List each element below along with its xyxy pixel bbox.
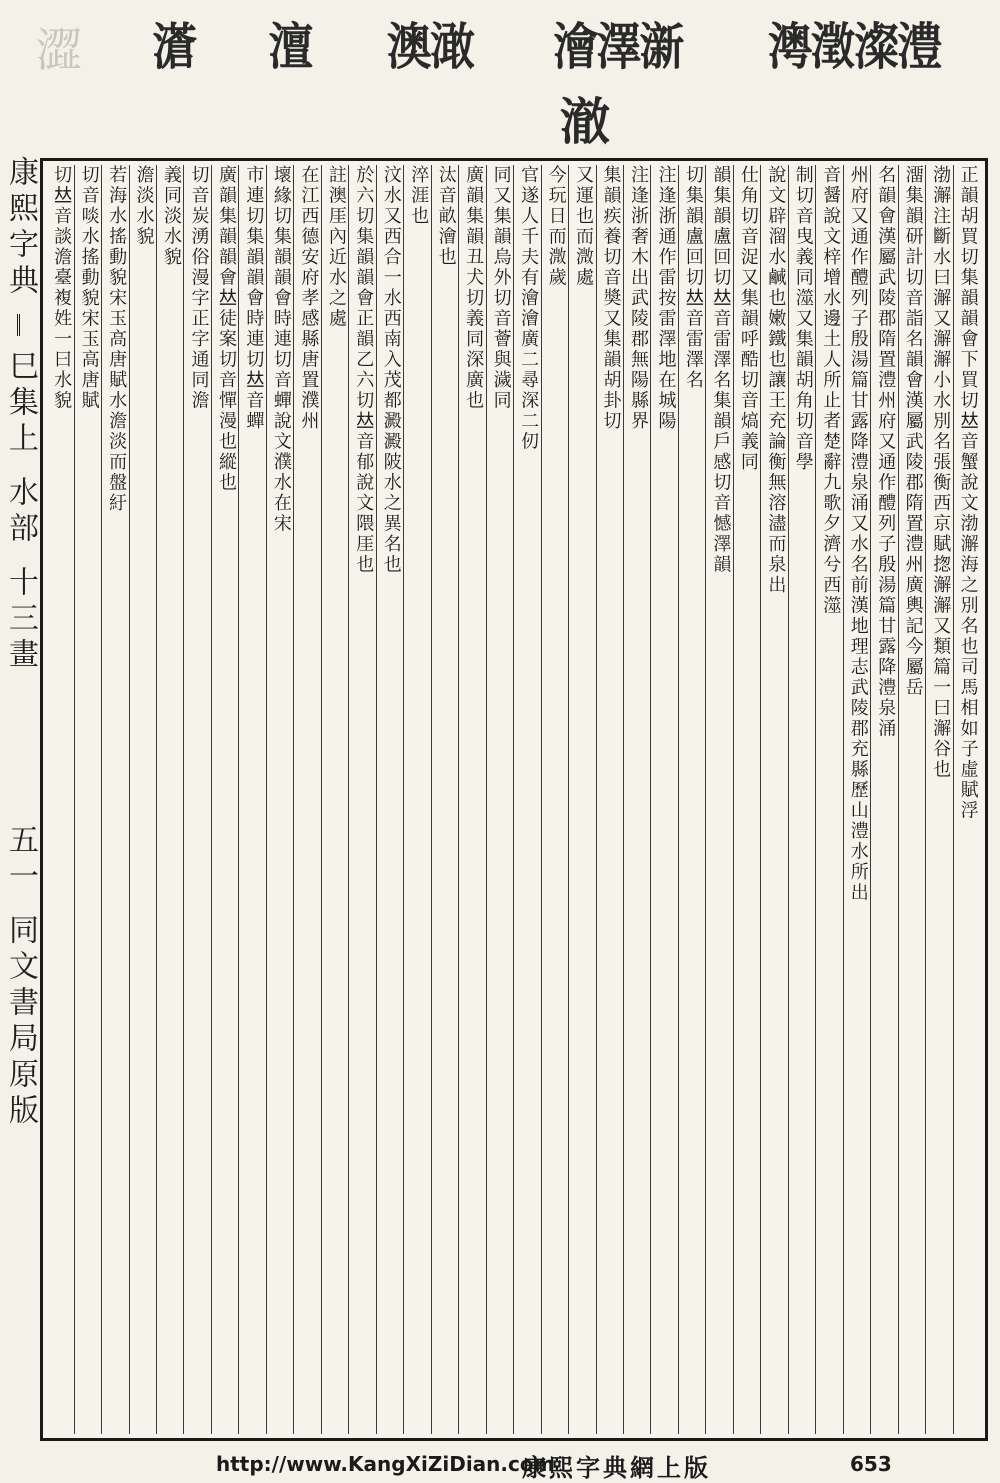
column-text: 澑集韻研計切音詣名韻會漢屬武陵郡隋置澧州廣輿記今屬岳 xyxy=(902,165,924,698)
text-column xyxy=(542,165,569,1434)
seal-character: 澮澤澵 xyxy=(553,17,683,76)
column-text: 音醤說文梓增水邊土人所止者楚辭九歌夕濟兮西澨 xyxy=(820,165,842,616)
text-column xyxy=(432,165,459,1434)
text-column xyxy=(789,165,816,1434)
column-text: 切集韻盧回切𠀤音雷澤名 xyxy=(682,165,704,391)
text-column xyxy=(184,165,211,1434)
column-text: 壞緣切集韻韻會時連切音蟬說文濮水在宋 xyxy=(270,165,292,534)
text-column xyxy=(651,165,678,1434)
margin-divider xyxy=(17,314,24,336)
text-column xyxy=(624,165,651,1434)
column-text: 澹淡水貌 xyxy=(133,165,155,247)
publisher-label: 同文書局原版 xyxy=(3,914,38,1130)
text-column xyxy=(322,165,349,1434)
text-column xyxy=(75,165,102,1434)
text-column xyxy=(679,165,706,1434)
text-column xyxy=(212,165,239,1434)
edition-name: 康熙字典網上版 xyxy=(522,1453,711,1482)
column-text: 名韻會漢屬武陵郡隋置澧州府又通作醴列子殷湯篇甘露降澧泉涌 xyxy=(875,165,897,739)
text-column xyxy=(899,165,926,1434)
text-column xyxy=(102,165,129,1434)
page-folio: 五一 xyxy=(3,824,38,896)
column-text: 廣韻集韻韻會𠀤徒案切音憚漫也縱也 xyxy=(215,165,237,493)
column-text: 市連切集韻韻會時連切𠀤音蟬 xyxy=(243,165,265,432)
column-text: 汰音畝澮也 xyxy=(435,165,457,268)
column-text: 仕角切音浞又集韻呼酷切音熇義同 xyxy=(737,165,759,473)
column-text: 制切音曳義同澨又集韻胡角切音學 xyxy=(792,165,814,473)
column-text: 義同淡水貌 xyxy=(161,165,182,268)
column-text: 注逢浙奢木出武陵郡無陽縣界 xyxy=(627,165,649,432)
column-text: 州府又通作醴列子殷湯篇甘露降澧泉涌又水名前漢地理志武陵郡充縣歷山澧水所出 xyxy=(847,165,869,903)
column-text: 切音炭湧俗漫字正字通同澹 xyxy=(188,165,210,411)
seal-character: 澳澉 xyxy=(386,17,474,76)
text-column xyxy=(734,165,761,1434)
column-text: 集韻疾養切音奬又集韻胡卦切 xyxy=(600,165,622,432)
column-text: 官遂人千夫有澮澮廣二尋深二仞 xyxy=(518,165,540,452)
column-text: 註澳厓內近水之處 xyxy=(325,165,347,329)
seal-character: 澚澂澯澧 xyxy=(767,17,941,76)
column-text: 在江西德安府孝感縣唐置濮州 xyxy=(298,165,320,432)
seal-character-second-line: 澈 xyxy=(560,92,610,151)
text-column xyxy=(487,165,514,1434)
stroke-label: 十三畫 xyxy=(3,566,38,674)
text-column xyxy=(404,165,431,1434)
column-text: 說文辟溜水鹹也嫩鐵也讓王充論衡無溶濜而泉出 xyxy=(765,165,787,596)
text-column xyxy=(569,165,596,1434)
text-column xyxy=(761,165,788,1434)
text-column xyxy=(459,165,486,1434)
text-column xyxy=(514,165,541,1434)
page-number: 653 xyxy=(850,1452,892,1476)
page-footer xyxy=(0,1446,1000,1480)
column-text: 若海水搖動貌宋玉高唐賦水澹淡而盤紆 xyxy=(106,165,128,514)
text-column xyxy=(844,165,871,1434)
column-text: 汶水又西合一水西南入茂都澱澱陂水之異名也 xyxy=(380,165,402,575)
text-column xyxy=(157,165,184,1434)
seal-character: 濸 xyxy=(152,17,196,76)
text-column xyxy=(47,165,74,1434)
column-text: 正韻胡買切集韻韻會下買切𠀤音蟹說文渤澥海之別名也司馬相如子虛賦浮 xyxy=(957,165,979,821)
text-column xyxy=(954,165,981,1434)
column-text: 渤澥注斷水曰澥又澥澥小水別名張衡西京賦揔澥澥又類篇一曰澥谷也 xyxy=(930,165,952,780)
margin-title xyxy=(0,156,40,1446)
column-text: 廣韻集韻丑犬切義同深廣也 xyxy=(463,165,485,411)
text-column xyxy=(597,165,624,1434)
column-text: 又運也而溦處 xyxy=(573,165,595,288)
text-column xyxy=(871,165,898,1434)
text-column xyxy=(239,165,266,1434)
column-text: 淬涯也 xyxy=(408,165,430,227)
column-text: 今玩日而溦歲 xyxy=(545,165,567,288)
column-text: 切𠀤音談澹臺複姓一曰水貌 xyxy=(51,165,73,411)
text-column xyxy=(349,165,376,1434)
text-columns xyxy=(47,165,981,1434)
book-title: 康熙字典 xyxy=(3,156,38,300)
seal-script-header xyxy=(150,12,950,82)
text-column xyxy=(267,165,294,1434)
text-column xyxy=(377,165,404,1434)
column-text: 韻集韻盧回切𠀤音雷澤名集韻戶感切音憾澤韻 xyxy=(710,165,732,575)
column-text: 於六切集韻韻會正韻乙六切𠀤音郁說文隈厓也 xyxy=(353,165,375,575)
text-frame xyxy=(40,158,988,1441)
column-text: 切音啖水搖動貌宋玉高唐賦 xyxy=(78,165,100,411)
text-column xyxy=(294,165,321,1434)
text-column xyxy=(926,165,953,1434)
column-text: 同又集韻烏外切音薈與濊同 xyxy=(490,165,512,411)
text-column xyxy=(816,165,843,1434)
faded-seal-character: 澀 xyxy=(36,23,82,77)
collection-label: 巳集上 xyxy=(3,350,38,458)
column-text: 注逢浙通作雷按雷澤地在城陽 xyxy=(655,165,677,432)
site-url: http://www.KangXiZiDian.com xyxy=(216,1452,555,1476)
text-column xyxy=(706,165,733,1434)
radical-label: 水部 xyxy=(3,476,38,548)
seal-character: 澶 xyxy=(268,17,312,76)
text-column xyxy=(130,165,157,1434)
